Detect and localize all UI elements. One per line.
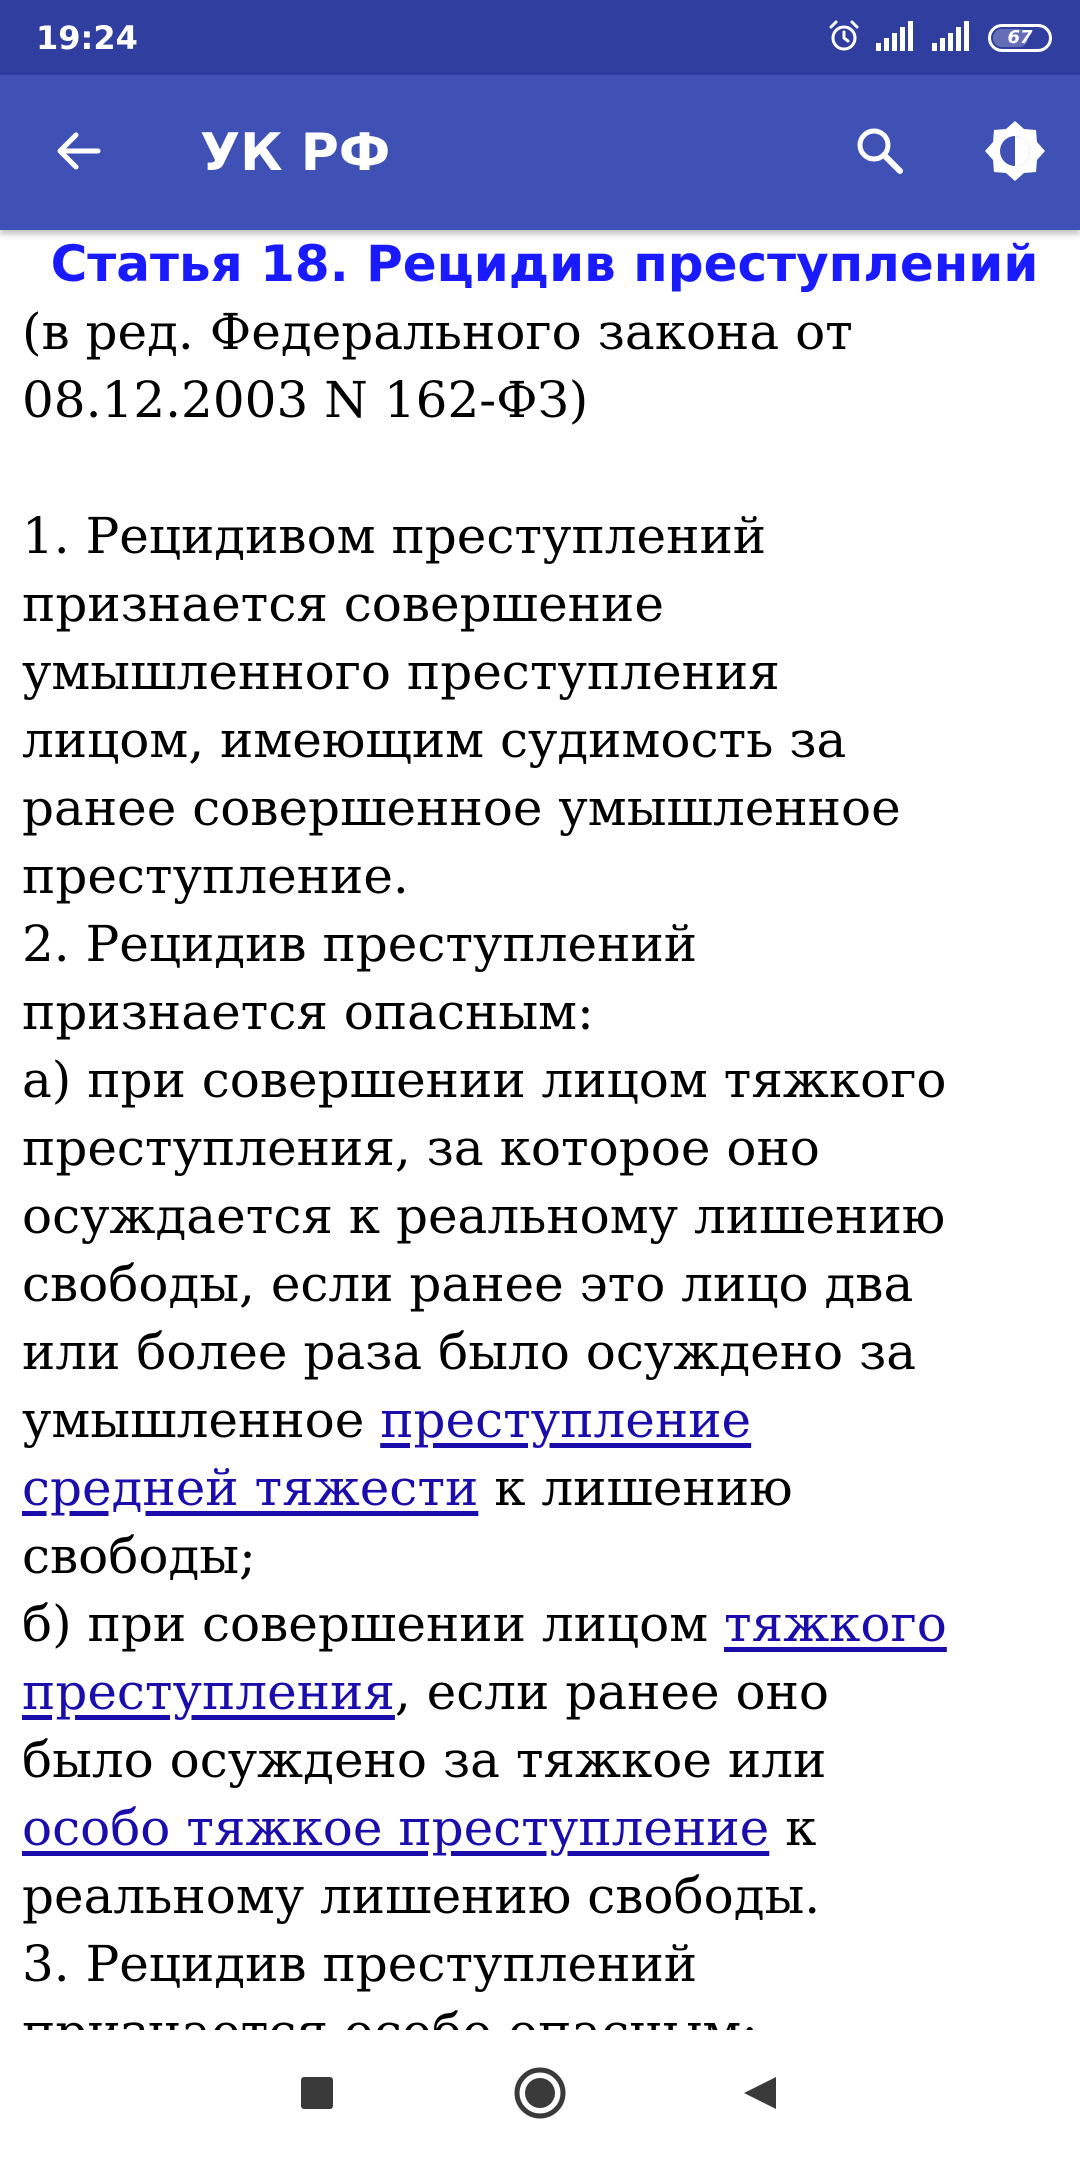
arrow-left-icon [52, 125, 104, 181]
article-text: или более раза было осуждено за [22, 1323, 917, 1381]
article-text: умышленного преступления [22, 643, 780, 701]
article-link[interactable]: особо тяжкое преступление [22, 1799, 770, 1857]
article-line [22, 842, 1067, 910]
article-text: признается опасным: [22, 983, 594, 1041]
triangle-back-icon [740, 2073, 780, 2117]
article-line [22, 1590, 1067, 1658]
article-text: (в ред. Федерального закона от [22, 303, 853, 361]
article-text: 1. Рецидивом преступлений [22, 507, 767, 565]
article-line [22, 774, 1067, 842]
article-line [22, 1386, 1067, 1454]
status-icons [826, 16, 1052, 60]
article-line [22, 1658, 1067, 1726]
article-line [22, 1794, 1067, 1862]
signal-icon [932, 21, 974, 55]
article-line [22, 570, 1067, 638]
article-text: осуждается к реальному лишению [22, 1187, 946, 1245]
home-button[interactable] [505, 2060, 575, 2130]
search-button[interactable] [842, 115, 918, 191]
article-text: а) при совершении лицом тяжкого [22, 1051, 947, 1109]
nav-back-button[interactable] [725, 2060, 795, 2130]
article-line [22, 910, 1067, 978]
article-text: 2. Рецидив преступлений [22, 915, 698, 973]
article-line [22, 1318, 1067, 1386]
back-button[interactable] [40, 115, 116, 191]
article-text: свободы; [22, 1527, 256, 1585]
circle-icon [512, 2065, 568, 2125]
article-text: к [769, 1799, 817, 1857]
article-line [22, 1454, 1067, 1522]
article-text: преступление. [22, 847, 409, 905]
article-link[interactable]: тяжкого [723, 1595, 947, 1653]
article-line [22, 1862, 1067, 1930]
status-time: 19:24 [36, 19, 138, 57]
article-blank-line [22, 434, 1067, 502]
article-text: было осуждено за тяжкое или [22, 1731, 827, 1789]
article-link[interactable]: преступление [380, 1391, 752, 1449]
article-text: признается совершение [22, 575, 664, 633]
recents-button[interactable] [282, 2060, 352, 2130]
article-text: реальному лишению свободы. [22, 1867, 821, 1925]
brightness-icon [983, 119, 1047, 187]
article-text: ранее совершенное умышленное [22, 779, 901, 837]
system-nav-bar [0, 2030, 1080, 2160]
article-text: б) при совершении лицом [22, 1595, 724, 1653]
article-line [22, 1182, 1067, 1250]
article-text: 3. Рецидив преступлений [22, 1935, 698, 1993]
article-line [22, 1726, 1067, 1794]
article-line [22, 1930, 1067, 1998]
article-line [22, 1250, 1067, 1318]
article-text: 08.12.2003 N 162-ФЗ) [22, 371, 589, 429]
article-line [22, 298, 1067, 366]
article-text: умышленное [22, 1391, 381, 1449]
article-line [22, 706, 1067, 774]
article-line [22, 1522, 1067, 1590]
article-line [22, 638, 1067, 706]
square-icon [299, 2075, 335, 2115]
article-text: к лишению [478, 1459, 793, 1517]
article-line [22, 502, 1067, 570]
article-text: преступления, за которое оно [22, 1119, 820, 1177]
search-icon [852, 123, 908, 183]
alarm-icon [826, 18, 862, 58]
app-bar [0, 75, 1080, 230]
brightness-button[interactable] [975, 113, 1055, 193]
article-line [22, 1114, 1067, 1182]
article-line [22, 978, 1067, 1046]
article-link[interactable]: средней тяжести [22, 1459, 479, 1517]
app-title: УК РФ [200, 123, 391, 183]
article-body [22, 298, 1067, 2066]
article-text: лицом, имеющим судимость за [22, 711, 847, 769]
article-title: Статья 18. Рецидив преступлений [50, 235, 1039, 293]
signal-icon [876, 21, 918, 55]
article-content[interactable] [22, 230, 1067, 2030]
article-link[interactable]: преступления [22, 1663, 395, 1721]
article-text: свободы, если ранее это лицо два [22, 1255, 914, 1313]
battery-icon [988, 24, 1052, 52]
article-line [22, 366, 1067, 434]
battery-level: 67 [1007, 27, 1033, 48]
article-line [22, 1046, 1067, 1114]
status-bar [0, 0, 1080, 75]
article-text: , если ранее оно [394, 1663, 829, 1721]
